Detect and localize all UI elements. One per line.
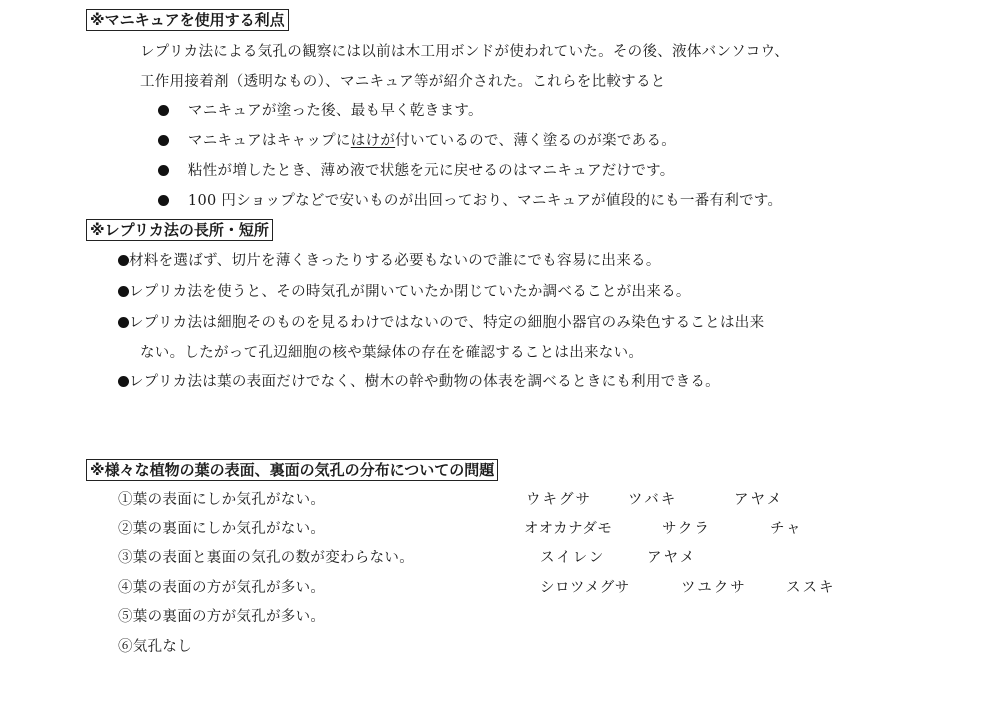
manicure-bullet-1 [158,101,483,121]
problem-row-4-plant-2: ツユクサ [681,580,747,596]
replica-item-2 [118,282,691,302]
manicure-bullet-text-post: 付いているので、薄く塗るのが楽である。 [395,133,677,149]
problem-row-4-plant-3: ススキ [786,580,836,596]
manicure-bullet-text: 100 円ショップなどで安いものが出回っており、マニキュアが値段的にも一番有利です。 [187,193,783,209]
section-title-replica: ※レプリカ法の長所・短所 [86,219,273,241]
bullet-dot-icon [118,376,129,387]
problem-row-1-plant-3: アヤメ [734,492,784,508]
replica-item-text: レプリカ法は細胞そのものを見るわけではないので、特定の細胞小器官のみ染色することは出来 [129,315,765,331]
section-title-manicure: ※マニキュアを使用する利点 [86,9,289,31]
problem-row-3-label: ③葉の表面と裏面の気孔の数が変わらない。 [118,550,414,566]
problem-row-6-label: ⑥気孔なし [118,639,192,655]
bullet-dot-icon [118,317,129,328]
manicure-bullet-text: マニキュアが塗った後、最も早く乾きます。 [187,103,483,119]
problem-row-1-plant-2: ツバキ [628,492,678,508]
replica-item-text: 材料を選ばず、切片を薄くきったりする必要もないので誰にでも容易に出来る。 [129,253,661,269]
replica-item-1 [118,251,661,271]
manicure-intro-line-2: 工作用接着剤（透明なもの）、マニキュア等が紹介された。これらを比較すると [140,74,666,90]
manicure-bullet-text-underlined: はけが [350,133,396,149]
problem-row-2-plant-3: チャ [770,521,803,537]
replica-item-4 [118,372,720,392]
replica-item-text: レプリカ法を使うと、その時気孔が開いていたか閉じていたか調べることが出来る。 [129,284,691,300]
bullet-dot-icon [158,165,169,176]
problem-row-2-plant-2: サクラ [662,521,711,537]
problem-row-1-label: ①葉の表面にしか気孔がない。 [118,492,326,508]
problem-row-3-plant-2: アヤメ [647,550,697,566]
problem-row-2-plant-1: オオカナダモ [524,521,613,537]
manicure-bullet-3 [158,161,675,181]
problem-row-2-label: ②葉の裏面にしか気孔がない。 [118,521,326,537]
bullet-dot-icon [118,286,129,297]
section-title-problems: ※様々な植物の葉の表面、裏面の気孔の分布についての問題 [86,459,498,481]
problem-row-3-plant-1: スイレン [540,550,606,566]
replica-item-text: レプリカ法は葉の表面だけでなく、樹木の幹や動物の体表を調べるときにも利用できる。 [129,374,720,390]
problem-row-5-label: ⑤葉の裏面の方が気孔が多い。 [118,609,326,625]
manicure-bullet-4 [158,191,782,211]
problem-row-1-plant-1: ウキグサ [526,492,592,508]
problem-row-4-label: ④葉の表面の方が気孔が多い。 [118,580,326,596]
bullet-dot-icon [118,255,129,266]
bullet-dot-icon [158,105,169,116]
bullet-dot-icon [158,195,169,206]
problem-row-4-plant-1: シロツメグサ [540,580,630,596]
replica-item-3-continued: ない。したがって孔辺細胞の核や葉緑体の存在を確認することは出来ない。 [140,345,644,361]
replica-item-3 [118,313,764,333]
manicure-bullet-2 [158,131,676,151]
manicure-intro-line-1: レプリカ法による気孔の観察には以前は木工用ボンドが使われていた。その後、液体バンソコウ、 [140,44,790,60]
manicure-bullet-text: 粘性が増したとき、薄め液で状態を元に戻せるのはマニキュアだけです。 [187,163,675,179]
bullet-dot-icon [158,135,169,146]
manicure-bullet-text-pre: マニキュアはキャップに [187,133,351,149]
